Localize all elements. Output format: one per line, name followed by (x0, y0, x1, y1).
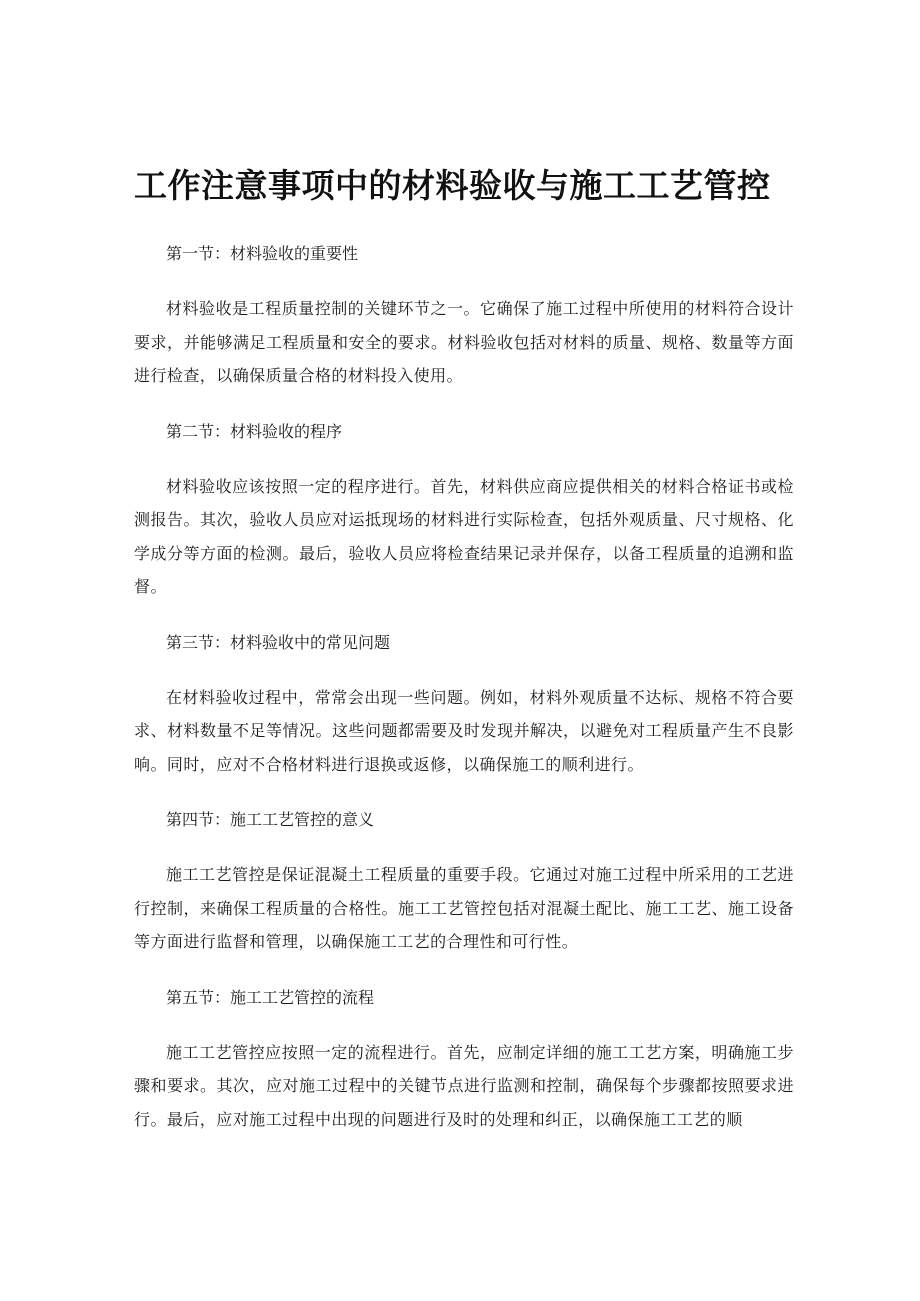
section-heading-2: 第二节：材料验收的程序 (166, 421, 343, 441)
document-body (134, 237, 794, 1136)
section-paragraph-5: 施工工艺管控应按照一定的流程进行。首先，应制定详细的施工工艺方案，明确施工步骤和要求。其次，应对施工过程中的关键节点进行监测和控制，确保每个步骤都按照要求进行。最后，应对施工过程中出现的问题进行及时的处理和纠正，以确保施工工艺的顺 (134, 1042, 794, 1129)
section-heading-5: 第五节：施工工艺管控的流程 (166, 987, 375, 1007)
section-paragraph-4: 施工工艺管控是保证混凝土工程质量的重要手段。它通过对施工过程中所采用的工艺进行控制，来确保工程质量的合格性。施工工艺管控包括对混凝土配比、施工工艺、施工设备等方面进行监督和管理，以确保施工工艺的合理性和可行性。 (134, 865, 794, 951)
document-title: 工作注意事项中的材料验收与施工工艺管控 (134, 166, 771, 205)
section-paragraph-1: 材料验收是工程质量控制的关键环节之一。它确保了施工过程中所使用的材料符合设计要求，并能够满足工程质量和安全的要求。材料验收包括对材料的质量、规格、数量等方面进行检查，以确保质量合格的材料投入使用。 (134, 299, 794, 385)
section-heading-1: 第一节：材料验收的重要性 (166, 244, 359, 263)
section-paragraph-3: 在材料验收过程中，常常会出现一些问题。例如，材料外观质量不达标、规格不符合要求、材料数量不足等情况。这些问题都需要及时发现并解决，以避免对工程质量产生不良影响。同时，应对不合格材料进行退换或返修，以确保施工的顺利进行。 (134, 687, 794, 774)
section-paragraph-2: 材料验收应该按照一定的程序进行。首先，材料供应商应提供相关的材料合格证书或检测报告。其次，验收人员应对运抵现场的材料进行实际检查，包括外观质量、尺寸规格、化学成分等方面的检测。最后，验收人员应将检查结果记录并保存，以备工程质量的追溯和监督。 (134, 476, 794, 596)
section-heading-4: 第四节：施工工艺管控的意义 (166, 810, 375, 829)
section-heading-3: 第三节：材料验收中的常见问题 (166, 632, 391, 652)
